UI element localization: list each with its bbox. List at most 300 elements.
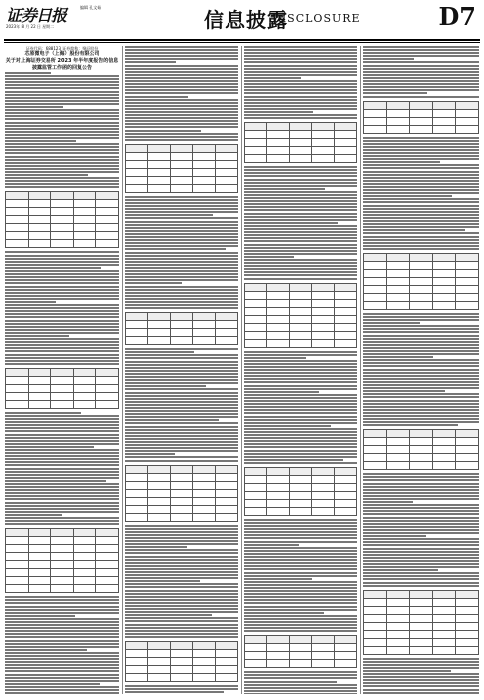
- text-line: [125, 611, 238, 613]
- text-line: [5, 461, 119, 463]
- text-line: [363, 359, 479, 361]
- text-line: [244, 213, 357, 215]
- text-line: [5, 103, 119, 105]
- text-line: [125, 370, 238, 372]
- newspaper-logo: 证券日报: [6, 6, 67, 25]
- text-line: [363, 223, 479, 225]
- text-line: [125, 68, 238, 70]
- text-line: [5, 115, 119, 117]
- text-line: [125, 286, 238, 288]
- text-line: [244, 99, 357, 101]
- text-line: [244, 443, 357, 445]
- text-line: [244, 547, 357, 549]
- text-line: [363, 489, 479, 491]
- text-line: [5, 326, 119, 328]
- text-line: [125, 546, 187, 548]
- text-line: [5, 171, 119, 173]
- text-line: [363, 356, 433, 358]
- text-line: [244, 391, 319, 393]
- text-line: [5, 168, 119, 170]
- text-line: [244, 108, 357, 110]
- text-line: [5, 270, 119, 272]
- text-line: [363, 403, 479, 405]
- text-line: [363, 80, 479, 82]
- text-line: [363, 375, 479, 377]
- text-line: [363, 214, 479, 216]
- text-line: [5, 301, 56, 303]
- text-line: [125, 422, 238, 424]
- text-line: [244, 590, 357, 592]
- text-line: [5, 437, 119, 439]
- text-line: [244, 244, 357, 246]
- text-line: [125, 627, 238, 629]
- text-line: [5, 320, 119, 322]
- text-line: [125, 568, 238, 570]
- text-line: [5, 264, 119, 266]
- text-line: [5, 251, 119, 253]
- article-text-block: [5, 72, 119, 694]
- text-line: [244, 537, 357, 539]
- text-line: [125, 202, 238, 204]
- text-line: [125, 456, 238, 458]
- text-line: [244, 596, 357, 598]
- text-line: [244, 52, 357, 54]
- text-line: [363, 661, 479, 663]
- text-line: [363, 161, 440, 163]
- text-line: [125, 556, 238, 558]
- text-line: [363, 74, 479, 76]
- text-line: [5, 255, 119, 257]
- text-line: [5, 621, 119, 623]
- text-line: [244, 627, 357, 629]
- text-line: [125, 444, 238, 446]
- text-line: [244, 259, 357, 261]
- text-line: [363, 517, 479, 519]
- text-line: [5, 667, 119, 669]
- article-text-block: [125, 46, 238, 694]
- text-line: [5, 75, 119, 77]
- text-line: [125, 376, 238, 378]
- text-line: [244, 593, 357, 595]
- text-line: [125, 583, 238, 585]
- text-line: [125, 432, 238, 434]
- text-line: [125, 242, 238, 244]
- text-line: [125, 426, 238, 428]
- text-line: [244, 209, 357, 211]
- text-line: [5, 692, 119, 694]
- text-line: [244, 690, 357, 692]
- text-line: [363, 495, 479, 497]
- column-2: [125, 46, 238, 694]
- column-divider: [122, 46, 123, 694]
- text-line: [244, 61, 357, 63]
- text-line: [244, 71, 357, 73]
- text-line: [363, 692, 479, 694]
- text-line: [363, 541, 479, 543]
- masthead: [4, 2, 480, 42]
- text-line: [5, 495, 119, 497]
- text-line: [125, 279, 238, 281]
- text-line: [125, 404, 238, 406]
- text-line: [363, 89, 479, 91]
- text-line: [5, 174, 88, 176]
- text-line: [244, 400, 357, 402]
- text-line: [363, 61, 479, 63]
- text-line: [125, 617, 238, 619]
- text-line: [244, 693, 357, 694]
- text-line: [5, 134, 119, 136]
- text-line: [125, 105, 238, 107]
- text-line: [363, 77, 479, 79]
- text-line: [363, 554, 479, 556]
- text-line: [125, 258, 238, 260]
- text-line: [244, 684, 357, 686]
- text-line: [125, 117, 238, 119]
- text-line: [363, 400, 479, 402]
- text-line: [244, 197, 357, 199]
- text-line: [244, 188, 325, 190]
- text-line: [5, 440, 119, 442]
- text-line: [5, 338, 119, 340]
- text-line: [125, 373, 238, 375]
- text-line: [363, 406, 479, 408]
- text-line: [125, 264, 238, 266]
- text-line: [363, 49, 479, 51]
- text-line: [363, 171, 479, 173]
- text-line: [5, 292, 119, 294]
- text-line: [363, 192, 479, 194]
- article-subtitle: 关于对上海证券交易所 2023 年半年度报告的信息披露监管工作函的回复公告: [5, 58, 119, 71]
- text-line: [244, 440, 357, 442]
- text-line: [363, 353, 479, 355]
- text-line: [125, 239, 238, 241]
- text-line: [5, 177, 119, 179]
- text-line: [363, 679, 479, 681]
- text-line: [125, 685, 238, 687]
- text-line: [125, 261, 238, 263]
- text-line: [244, 206, 357, 208]
- data-table: [244, 467, 357, 516]
- text-line: [125, 221, 238, 223]
- text-line: [5, 91, 119, 93]
- text-line: [5, 649, 87, 651]
- dateline: 2023年 8 月 22 日 星期二: [6, 24, 55, 29]
- text-line: [244, 450, 357, 452]
- text-line: [244, 234, 357, 236]
- text-line: [363, 566, 479, 568]
- text-line: [363, 180, 479, 182]
- text-line: [5, 455, 119, 457]
- text-line: [244, 194, 357, 196]
- text-line: [244, 624, 357, 626]
- text-line: [125, 130, 201, 132]
- text-line: [125, 61, 176, 63]
- text-line: [5, 165, 119, 167]
- data-table: [125, 465, 238, 522]
- text-line: [125, 382, 238, 384]
- text-line: [125, 208, 238, 210]
- text-line: [5, 279, 119, 281]
- text-line: [363, 58, 414, 60]
- text-line: [244, 366, 357, 368]
- text-line: [363, 198, 479, 200]
- text-line: [363, 140, 479, 142]
- text-line: [244, 102, 357, 104]
- text-line: [363, 201, 479, 203]
- text-line: [125, 410, 238, 412]
- text-line: [5, 149, 119, 151]
- text-line: [125, 571, 238, 573]
- text-line: [5, 347, 119, 349]
- text-line: [5, 477, 119, 479]
- text-line: [5, 471, 119, 473]
- text-line: [5, 636, 119, 638]
- text-line: [244, 565, 357, 567]
- text-line: [244, 681, 337, 683]
- text-line: [244, 363, 357, 365]
- text-line: [244, 55, 357, 57]
- text-line: [5, 489, 119, 491]
- text-line: [125, 608, 238, 610]
- text-line: [244, 360, 357, 362]
- text-line: [244, 182, 357, 184]
- text-line: [363, 396, 479, 398]
- text-line: [363, 523, 479, 525]
- text-line: [5, 273, 119, 275]
- text-line: [363, 365, 479, 367]
- text-line: [244, 581, 357, 583]
- text-line: [363, 582, 479, 584]
- text-line: [363, 65, 479, 67]
- text-line: [244, 381, 357, 383]
- text-line: [363, 322, 420, 324]
- text-line: [363, 220, 479, 222]
- text-line: [5, 683, 100, 685]
- text-line: [244, 434, 357, 436]
- text-line: [5, 458, 119, 460]
- text-line: [125, 388, 238, 390]
- text-line: [5, 474, 119, 476]
- text-line: [125, 80, 238, 82]
- text-line: [5, 655, 119, 657]
- text-line: [244, 46, 357, 48]
- text-line: [363, 325, 479, 327]
- text-line: [5, 156, 119, 158]
- text-line: [363, 507, 479, 509]
- data-table: [125, 144, 238, 193]
- text-line: [125, 86, 238, 88]
- text-line: [363, 529, 479, 531]
- text-line: [363, 335, 479, 337]
- text-line: [244, 203, 357, 205]
- text-line: [125, 214, 213, 216]
- text-line: [244, 406, 357, 408]
- text-line: [5, 84, 119, 86]
- text-line: [5, 627, 119, 629]
- text-line: [363, 479, 479, 481]
- text-line: [244, 456, 357, 458]
- text-line: [125, 450, 238, 452]
- text-line: [363, 52, 479, 54]
- text-line: [125, 46, 238, 48]
- text-line: [244, 92, 357, 94]
- text-line: [244, 671, 357, 673]
- text-line: [125, 438, 238, 440]
- text-line: [125, 367, 238, 369]
- text-line: [125, 108, 238, 110]
- text-line: [244, 250, 357, 252]
- text-line: [5, 517, 119, 519]
- text-line: [125, 205, 238, 207]
- text-line: [125, 71, 238, 73]
- text-line: [125, 114, 238, 116]
- text-line: [125, 620, 238, 622]
- text-line: [5, 520, 119, 522]
- text-line: [363, 248, 479, 250]
- text-line: [5, 606, 119, 608]
- text-line: [5, 125, 119, 127]
- text-line: [125, 111, 238, 113]
- page-number: D7: [438, 2, 476, 31]
- text-line: [363, 538, 479, 540]
- text-line: [363, 387, 479, 389]
- text-line: [125, 233, 238, 235]
- editor-line: 编辑 孔文茹: [80, 5, 102, 10]
- text-line: [5, 661, 119, 663]
- text-line: [125, 543, 238, 545]
- text-line: [125, 74, 238, 76]
- text-line: [363, 242, 479, 244]
- text-line: [363, 86, 479, 88]
- text-line: [363, 369, 479, 371]
- data-table: [363, 590, 479, 655]
- header-rule-thin: [4, 42, 480, 43]
- text-line: [363, 381, 479, 383]
- text-line: [244, 578, 312, 580]
- text-line: [125, 255, 238, 257]
- text-line: [125, 270, 238, 272]
- text-line: [125, 52, 238, 54]
- text-line: [125, 630, 238, 632]
- text-line: [5, 143, 119, 145]
- text-line: [363, 676, 479, 678]
- text-line: [5, 295, 119, 297]
- text-line: [125, 460, 238, 462]
- text-line: [5, 316, 119, 318]
- text-line: [244, 216, 357, 218]
- text-line: [5, 360, 119, 362]
- text-line: [5, 434, 119, 436]
- text-line: [5, 298, 119, 300]
- text-line: [5, 118, 119, 120]
- text-line: [244, 65, 357, 67]
- text-line: [5, 100, 119, 102]
- text-line: [125, 624, 238, 626]
- text-line: [244, 385, 357, 387]
- text-line: [244, 606, 357, 608]
- text-line: [363, 331, 479, 333]
- text-line: [5, 131, 119, 133]
- text-line: [125, 248, 226, 250]
- text-line: [363, 55, 479, 57]
- text-line: [363, 71, 479, 73]
- text-line: [5, 640, 119, 642]
- text-line: [244, 354, 357, 356]
- section-title-en: DISCLOSURE: [272, 12, 361, 25]
- text-line: [5, 180, 119, 182]
- text-line: [5, 344, 119, 346]
- text-line: [363, 316, 479, 318]
- text-line: [244, 240, 357, 242]
- text-line: [363, 341, 479, 343]
- text-line: [244, 105, 357, 107]
- text-line: [125, 447, 238, 449]
- text-line: [125, 416, 238, 418]
- text-line: [125, 227, 238, 229]
- text-line: [244, 86, 357, 88]
- column-divider: [360, 46, 361, 694]
- text-line: [244, 253, 357, 255]
- text-line: [244, 200, 357, 202]
- text-line: [5, 418, 119, 420]
- text-line: [363, 483, 479, 485]
- text-line: [5, 97, 119, 99]
- text-line: [244, 80, 357, 82]
- text-line: [125, 304, 238, 306]
- text-line: [5, 468, 119, 470]
- text-line: [244, 278, 357, 280]
- text-line: [5, 505, 119, 507]
- text-line: [125, 395, 238, 397]
- text-line: [5, 341, 119, 343]
- text-line: [244, 179, 357, 181]
- text-line: [244, 559, 357, 561]
- text-line: [125, 435, 238, 437]
- text-line: [244, 225, 357, 227]
- text-line: [363, 510, 479, 512]
- text-line: [5, 350, 119, 352]
- text-line: [5, 464, 119, 466]
- data-table: [363, 429, 479, 470]
- text-line: [363, 504, 479, 506]
- text-line: [5, 646, 119, 648]
- text-line: [363, 347, 479, 349]
- text-line: [244, 462, 357, 464]
- text-line: [125, 77, 238, 79]
- text-line: [5, 354, 119, 356]
- text-line: [363, 143, 479, 145]
- text-line: [363, 195, 452, 197]
- text-line: [244, 222, 338, 224]
- text-line: [125, 419, 219, 421]
- data-table: [244, 122, 357, 163]
- text-line: [363, 572, 479, 574]
- text-line: [5, 162, 119, 164]
- text-line: [363, 208, 479, 210]
- text-line: [244, 550, 357, 552]
- text-line: [363, 350, 479, 352]
- text-line: [125, 139, 238, 141]
- column-divider: [241, 46, 242, 694]
- text-line: [5, 643, 119, 645]
- text-line: [125, 605, 238, 607]
- text-line: [363, 186, 479, 188]
- text-line: [363, 551, 479, 553]
- text-line: [244, 534, 357, 536]
- text-line: [363, 575, 479, 577]
- text-line: [244, 575, 357, 577]
- text-line: [5, 633, 119, 635]
